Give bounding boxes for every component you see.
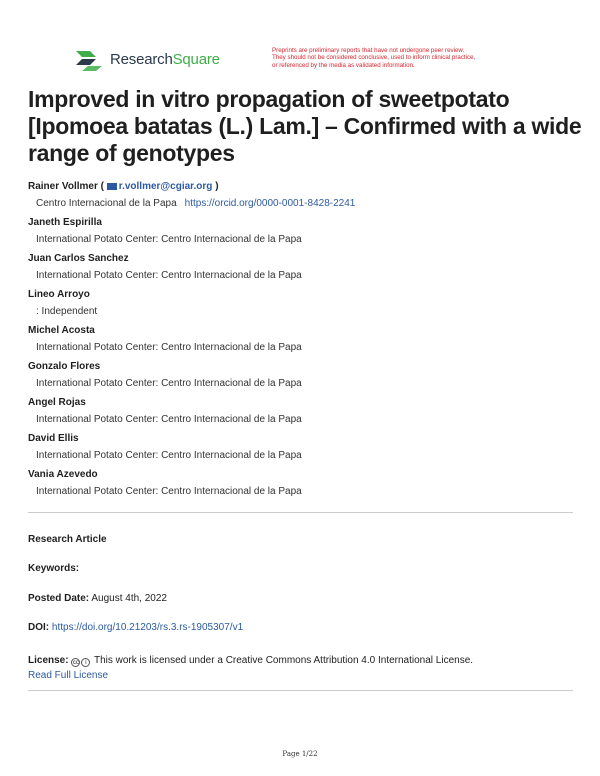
author-entry <box>28 253 588 282</box>
author-name: Lineo Arroyo <box>28 289 90 300</box>
section-divider <box>28 512 573 513</box>
preprint-notice-line: Preprints are preliminary reports that have not undergone peer review. <box>272 47 465 54</box>
author-affiliation: Centro Internacional de la Papa https://orcid.org/0000-0001-8428-2241 <box>36 198 356 209</box>
license: License: cc i This work is licensed under a Creative Commons Attribution 4.0 International License. Read Full License <box>28 655 474 681</box>
page-number: Page 1/22 <box>282 750 318 758</box>
logo-text: ResearchSquare <box>110 50 220 68</box>
author-name: Angel Rojas <box>28 397 86 408</box>
author-entry <box>28 433 588 462</box>
author-email-link[interactable]: r.vollmer@cgiar.org <box>107 181 213 192</box>
cc-icon: cc <box>72 660 79 666</box>
author-list <box>28 181 588 505</box>
envelope-icon <box>107 183 117 190</box>
author-affiliation: : Independent <box>36 306 98 317</box>
author-entry <box>28 289 588 318</box>
author-name: Michel Acosta <box>28 325 95 336</box>
section-divider <box>28 690 573 691</box>
author-entry <box>28 397 588 426</box>
orcid-link[interactable]: https://orcid.org/0000-0001-8428-2241 <box>184 198 356 209</box>
read-full-license-link[interactable]: Read Full License <box>28 670 109 681</box>
preprint-notice-line: They should not be considered conclusive, used to inform clinical practice, <box>272 54 476 62</box>
research-square-logo-icon <box>74 47 104 71</box>
author-entry <box>28 217 588 246</box>
author-name: David Ellis <box>28 433 79 444</box>
paper-title: Improved in vitro propagation of sweetpotato [Ipomoea batatas (L.) Lam.] – Confirmed with a wide range of genotypes <box>28 86 582 166</box>
author-affiliation: International Potato Center: Centro Internacional de la Papa <box>36 414 302 425</box>
attribution-icon: i <box>81 658 90 667</box>
preprint-notice <box>272 47 542 69</box>
article-type: Research Article <box>28 534 107 545</box>
author-entry <box>28 469 588 498</box>
author-name: Vania Azevedo <box>28 469 98 480</box>
doi-link[interactable]: https://doi.org/10.21203/rs.3.rs-1905307/v1 <box>51 622 244 633</box>
author-affiliation: International Potato Center: Centro Internacional de la Papa <box>36 234 302 245</box>
author-entry <box>28 181 588 210</box>
keywords: Keywords: <box>28 563 80 574</box>
author-name: Janeth Espirilla <box>28 217 102 228</box>
preprint-notice-line: or referenced by the media as validated information. <box>272 61 415 69</box>
research-square-logo[interactable] <box>74 47 220 71</box>
author-affiliation: International Potato Center: Centro Internacional de la Papa <box>36 450 302 461</box>
author-affiliation: International Potato Center: Centro Internacional de la Papa <box>36 270 302 281</box>
author-affiliation: International Potato Center: Centro Internacional de la Papa <box>36 342 302 353</box>
author-name: Gonzalo Flores <box>28 361 101 372</box>
author-entry <box>28 325 588 354</box>
author-name: Rainer Vollmer ( r.vollmer@cgiar.org ) <box>28 181 219 192</box>
author-affiliation: International Potato Center: Centro Internacional de la Papa <box>36 378 302 389</box>
author-name: Juan Carlos Sanchez <box>28 253 129 264</box>
author-entry <box>28 361 588 390</box>
posted-date: Posted Date: August 4th, 2022 <box>28 593 167 604</box>
doi: DOI: https://doi.org/10.21203/rs.3.rs-1905307/v1 <box>28 622 244 633</box>
author-affiliation: International Potato Center: Centro Internacional de la Papa <box>36 486 302 497</box>
